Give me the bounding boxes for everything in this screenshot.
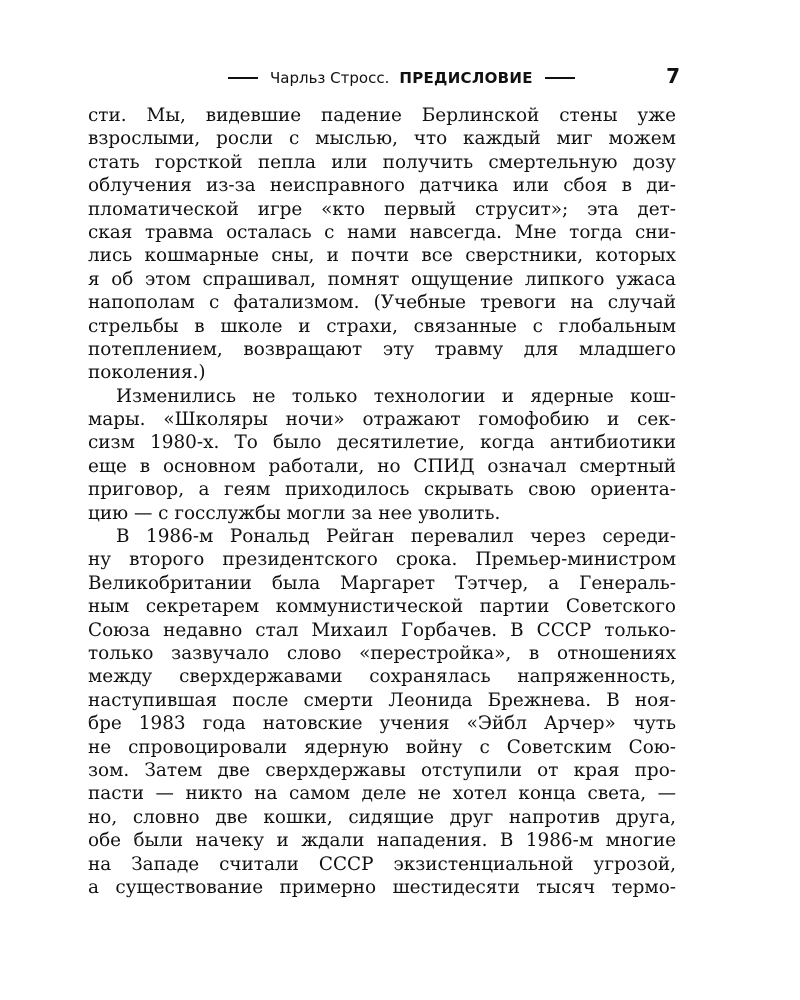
text-line: приговор, а геям приходилось скрывать свою ориента-	[88, 479, 676, 501]
text-line: ну второго президентского срока. Премьер-министром	[88, 549, 676, 571]
text-line: мары. «Школяры ночи» отражают гомофобию и сек-	[88, 409, 676, 431]
text-line: обе были начеку и ждали нападения. В 1986-м многие	[88, 830, 676, 852]
text-line: ская травма осталась с нами навсегда. Мне тогда сни-	[88, 221, 676, 243]
text-line: сизм 1980-х. То было десятилетие, когда антибиотики	[88, 432, 676, 454]
running-head	[190, 64, 680, 94]
text-line: еще в основном работали, но СПИД означал смертный	[88, 455, 676, 477]
text-line: но, словно две кошки, сидящие друг напротив друга,	[88, 806, 676, 828]
text-line: наступившая после смерти Леонида Брежнева. В ноя-	[88, 689, 676, 711]
page-number: 7	[666, 64, 680, 88]
body-text	[88, 104, 676, 899]
text-line: между сверхдержавами сохранялась напряженность,	[88, 666, 676, 688]
right-rule	[545, 77, 575, 79]
text-line: лись кошмарные сны, и почти все сверстники, которых	[88, 245, 676, 267]
text-line: я об этом спрашивал, помнят ощущение липкого ужаса	[88, 268, 676, 290]
text-line: стать горсткой пепла или получить смертельную дозу	[88, 151, 676, 173]
running-head-author: Чарльз Стросс.	[270, 69, 390, 87]
text-line: Великобритании была Маргарет Тэтчер, а Генераль-	[88, 572, 676, 594]
running-head-title	[228, 69, 575, 87]
text-line: пломатической игре «кто первый струсит»; эта дет-	[88, 198, 676, 220]
text-line: только зазвучало слово «перестройка», в отношениях	[88, 642, 676, 664]
left-rule	[228, 77, 258, 79]
text-line: не спровоцировали ядерную войну с Советским Сою-	[88, 736, 676, 758]
text-line: стрельбы в школе и страхи, связанные с глобальным	[88, 315, 676, 337]
text-line: цию — с госслужбы могли за нее уволить.	[88, 502, 501, 524]
text-line: потеплением, возвращают эту травму для младшего	[88, 338, 676, 360]
text-line: ным секретарем коммунистической партии Советского	[88, 596, 676, 618]
text-line: пасти — никто на самом деле не хотел конца света, —	[88, 783, 676, 805]
running-head-section: ПРЕДИСЛОВИЕ	[399, 69, 533, 87]
text-line: поколения.)	[88, 362, 206, 384]
text-line: облучения из-за неисправного датчика или сбоя в ди-	[88, 175, 676, 197]
text-line: а существование примерно шестидесяти тысяч термо-	[88, 876, 676, 898]
text-line: сти. Мы, видевшие падение Берлинской стены уже	[88, 105, 676, 126]
text-line: Союза недавно стал Михаил Горбачев. В СССР только-	[88, 619, 676, 641]
text-line: бре 1983 года натовские учения «Эйбл Арчер» чуть	[88, 713, 676, 735]
text-line: В 1986-м Рональд Рейган перевалил через середи-	[116, 526, 676, 548]
text-line: взрослыми, росли с мыслью, что каждый миг можем	[88, 128, 676, 150]
text-line: Изменились не только технологии и ядерные кош-	[116, 385, 676, 407]
text-line: зом. Затем две сверхдержавы отступили от края про-	[88, 759, 676, 781]
text-line: на Западе считали СССР экзистенциальной угрозой,	[88, 853, 676, 875]
text-line: напополам с фатализмом. (Учебные тревоги на случай	[88, 292, 676, 314]
